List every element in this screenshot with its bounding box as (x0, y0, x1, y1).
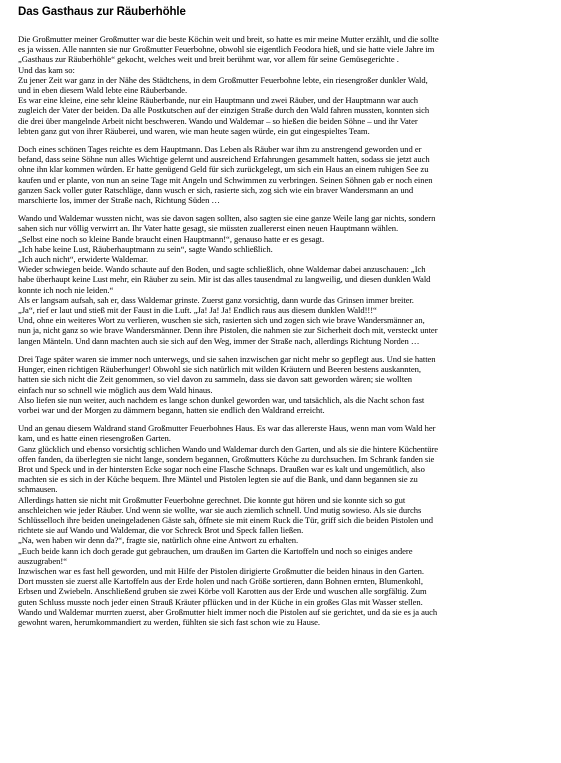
text-line: Drei Tage später waren sie immer noch unterwegs, und sie sahen inzwischen gar nicht mehr so gepflegt aus. Und sie hatten (18, 353, 436, 364)
story-paragraph (18, 354, 543, 415)
text-line: Schlüsselloch ihre beiden uneingeladenen Gäste sah, öffnete sie mit einem Ruck die Tür, griff sich die beiden Pistolen und (18, 514, 434, 525)
text-line: habe überhaupt keine Lust mehr, ein Räuber zu sein. Mir ist das alles tausendmal zu langweilig, und diesen dunklen Wald (18, 274, 431, 285)
text-line: Hunger, einen richtigen Räuberhunger! Obwohl sie sich natürlich mit wilden Kräutern und Beeren bestens auskannten, (18, 364, 421, 375)
text-line: offen fanden, da überlegten sie nicht lange, sondern begannen, Großmutters Küche zu durchsuchen. Im Schrank fanden sie (18, 453, 435, 464)
text-line: Und, ohne ein weiteres Wort zu verlieren, wuschen sie sich, rasierten sich und zogen sich wie brave Wandersmänner an, (18, 315, 425, 326)
text-line: anschleichen wie jeder Räuber. Und wenn sie wollte, war sie auch ziemlich schnell. Und mutig sowieso. Als sie durchs (18, 504, 422, 515)
text-line: die drei über mangelnde Arbeit nicht beschweren. Wando und Waldemar – so hießen die beiden Söhne – und ihr Vater (18, 115, 418, 126)
text-line: einfach nur so schnell wie möglich aus dem Wald hinaus. (18, 384, 213, 395)
text-line: konnte ich noch nie leiden.“ (18, 284, 114, 295)
story-body (18, 34, 543, 627)
story-title: Das Gasthaus zur Räuberhöhle (18, 6, 186, 18)
text-line: lebten ganz gut von ihrer Räuberei, und waren, wie man heute sagen würde, ein gut eingespieltes Team. (18, 125, 370, 136)
text-line: langen Mänteln. Und dann machten auch sie sich auf den Weg, immer der Straße nach, allerdings Richtung Norden … (18, 335, 420, 346)
text-line: Inzwischen war es fast hell geworden, und mit Hilfe der Pistolen dirigierte Großmutter die beiden hinaus in den Garten. (18, 565, 424, 576)
text-line: ganzen Sack voller guter Ratschläge, dann wusch er sich, rasierte sich, zog sich wie ein braver Wandersmann an und (18, 184, 414, 195)
text-line: Als er langsam aufsah, sah er, dass Waldemar grinste. Zuerst ganz vorsichtig, dann wurde das Grinsen immer breiter. (18, 294, 414, 305)
text-line: Allerdings hatten sie nicht mit Großmutter Feuerbohne gerechnet. Die konnte gut hören und sie konnte sich so gut (18, 494, 406, 505)
text-line: vorbei war und der Morgen zu dämmern begann, hatten sie endlich den Waldrand erreicht. (18, 404, 325, 415)
text-line: „Euch beide kann ich doch gerade gut gebrauchen, um draußen im Garten die Kartoffeln und noch so einiges andere (18, 545, 413, 556)
text-line: „Na, wen haben wir denn da?“, fragte sie, natürlich ohne eine Antwort zu erhalten. (18, 535, 299, 546)
text-line: „Selbst eine noch so kleine Bande braucht einen Hauptmann!“, genauso hatte er es gesagt. (18, 233, 325, 244)
text-line: sahen sich nur völlig verwirrt an. Ihr Vater hatte gesagt, sie müssten zuallererst einen neuen Hauptmann wählen. (18, 223, 399, 234)
text-line: es ja wissen. Alle nannten sie nur Großmutter Feuerbohne, obwohl sie eigentlich Feodora hieß, und sie hatte viele Jahre im (18, 44, 435, 55)
text-line: Und an genau diesem Waldrand stand Großmutter Feuerbohnes Haus. Es war das allererste Haus, wenn man vom Wald her (18, 423, 436, 434)
text-line: Es war eine kleine, eine sehr kleine Räuberbande, nur ein Hauptmann und zwei Räuber, und der Hauptmann war auch (18, 95, 419, 106)
text-line: Dort mussten sie zuerst alle Kartoffeln aus der Erde holen und nach Größe sortieren, dann Bohnen ernten, Blumenkohl, (18, 576, 423, 587)
text-line: auszugraben!“ (18, 555, 67, 566)
text-line: nun ja, nicht ganz so wie brave Wandersmänner. Denn ihre Pistolen, die nahmen sie zur Sicherheit doch mit, versteckt unter (18, 325, 438, 336)
story-paragraph (18, 423, 543, 627)
text-line: machten sie es sich in der Küche bequem. Ihre Mäntel und Pistolen legten sie auf die Bank, und dann begannen sie zu (18, 474, 418, 485)
text-line: „Gasthaus zur Räuberhöhle“ gekocht, welches weit und breit berühmt war, vor allem für seine Gemüsegerichte . (18, 54, 399, 65)
text-line: kam, und es hatte einen riesengroßen Garten. (18, 433, 171, 444)
story-paragraph (18, 34, 543, 136)
text-line: befand, dass seine Söhne nun alles Wichtige gelernt und ausreichend Erfahrungen gesammelt hatten, sodass sie jetzt auch (18, 154, 430, 165)
story-paragraph (18, 144, 543, 205)
text-line: Erbsen und Zwiebeln. Anschließend gruben sie zwei Körbe voll Karotten aus der Erde und wuschen alle sorgfältig. Zum (18, 586, 427, 597)
text-line: „Ich auch nicht“, erwiderte Waldemar. (18, 254, 148, 265)
text-line: Wando und Waldemar murrten zuerst, aber Großmutter hielt immer noch die Pistolen auf sie gerichtet, und da sie es ja auch (18, 606, 438, 617)
text-line: „Ja“, rief er laut und stieß mit der Faust in die Luft. „Ja! Ja! Ja! Endlich raus aus diesem dunklen Wald!!!“ (18, 305, 377, 316)
text-line: „Ich habe keine Lust, Räuberhauptmann zu sein“, sagte Wando schließlich. (18, 243, 273, 254)
text-line: Wando und Waldemar wussten nicht, was sie davon sagen sollten, also sagten sie eine ganze Weile lang gar nichts, sondern (18, 213, 436, 224)
text-line: ohne ihn klar kommen würden. Er hatte genügend Geld für sich zurückgelegt, um sich ein Haus an einem ruhigen See zu (18, 164, 429, 175)
text-line: hatten sie sich nicht die Zeit genommen, so viel davon zu sammeln, dass sie davon satt geworden wären; sie wollten (18, 374, 413, 385)
text-line: Brot und Speck und in der hintersten Ecke sogar noch eine Flasche Schnaps. Draußen war es kalt und ungemütlich, also (18, 463, 425, 474)
text-line: richtete sie auf Wando und Waldemar, die vor Schreck Brot und Speck fallen ließen. (18, 525, 304, 536)
story-paragraph (18, 213, 543, 346)
text-line: zugleich der Vater der beiden. Da alle Postkutschen auf der einzigen Straße durch den Wald fahren mussten, konnten sich (18, 105, 430, 116)
text-line: und in eben diesem Wald lebte eine Räuberbande. (18, 85, 188, 96)
text-line: kaufen und er plante, von nun an seine Tage mit Angeln und Schwimmen zu verbringen. Seinen Söhnen gab er noch einen (18, 174, 433, 185)
text-line: Doch eines schönen Tages reichte es dem Hauptmann. Das Leben als Räuber war ihm zu anstrengend geworden und er (18, 144, 422, 155)
text-line: guten Schluss musste noch jeder einen Strauß Kräuter pflücken und in der Küche in ein großes Glas mit Wasser stellen. (18, 596, 423, 607)
text-line: marschierte los, immer der Straße nach, Richtung Süden … (18, 195, 220, 206)
text-line: Also liefen sie nun weiter, auch nachdem es lange schon dunkel geworden war, und tatsächlich, als die Nacht schon fast (18, 394, 425, 405)
text-line: schmausen. (18, 484, 58, 495)
text-line: Ganz glücklich und ebenso vorsichtig schlichen Wando und Waldemar durch den Garten, und als sie die hintere Küchentüre (18, 443, 439, 454)
text-line: Zu jener Zeit war ganz in der Nähe des Städtchens, in dem Großmutter Feuerbohne lebte, ein riesengroßer dunkler Wald, (18, 74, 428, 85)
text-line: Wieder schwiegen beide. Wando schaute auf den Boden, und sagte schließlich, ohne Waldemar dabei anzuschauen: „Ich (18, 264, 426, 275)
text-line: Die Großmutter meiner Großmutter war die beste Köchin weit und breit, so hatte es mir meine Mutter erzählt, und die sollte (18, 34, 439, 44)
text-line: Und das kam so: (18, 64, 75, 75)
text-line: gewohnt waren, herumkommandiert zu werden, fühlten sie sich fast schon wie zu Hause. (18, 616, 320, 627)
